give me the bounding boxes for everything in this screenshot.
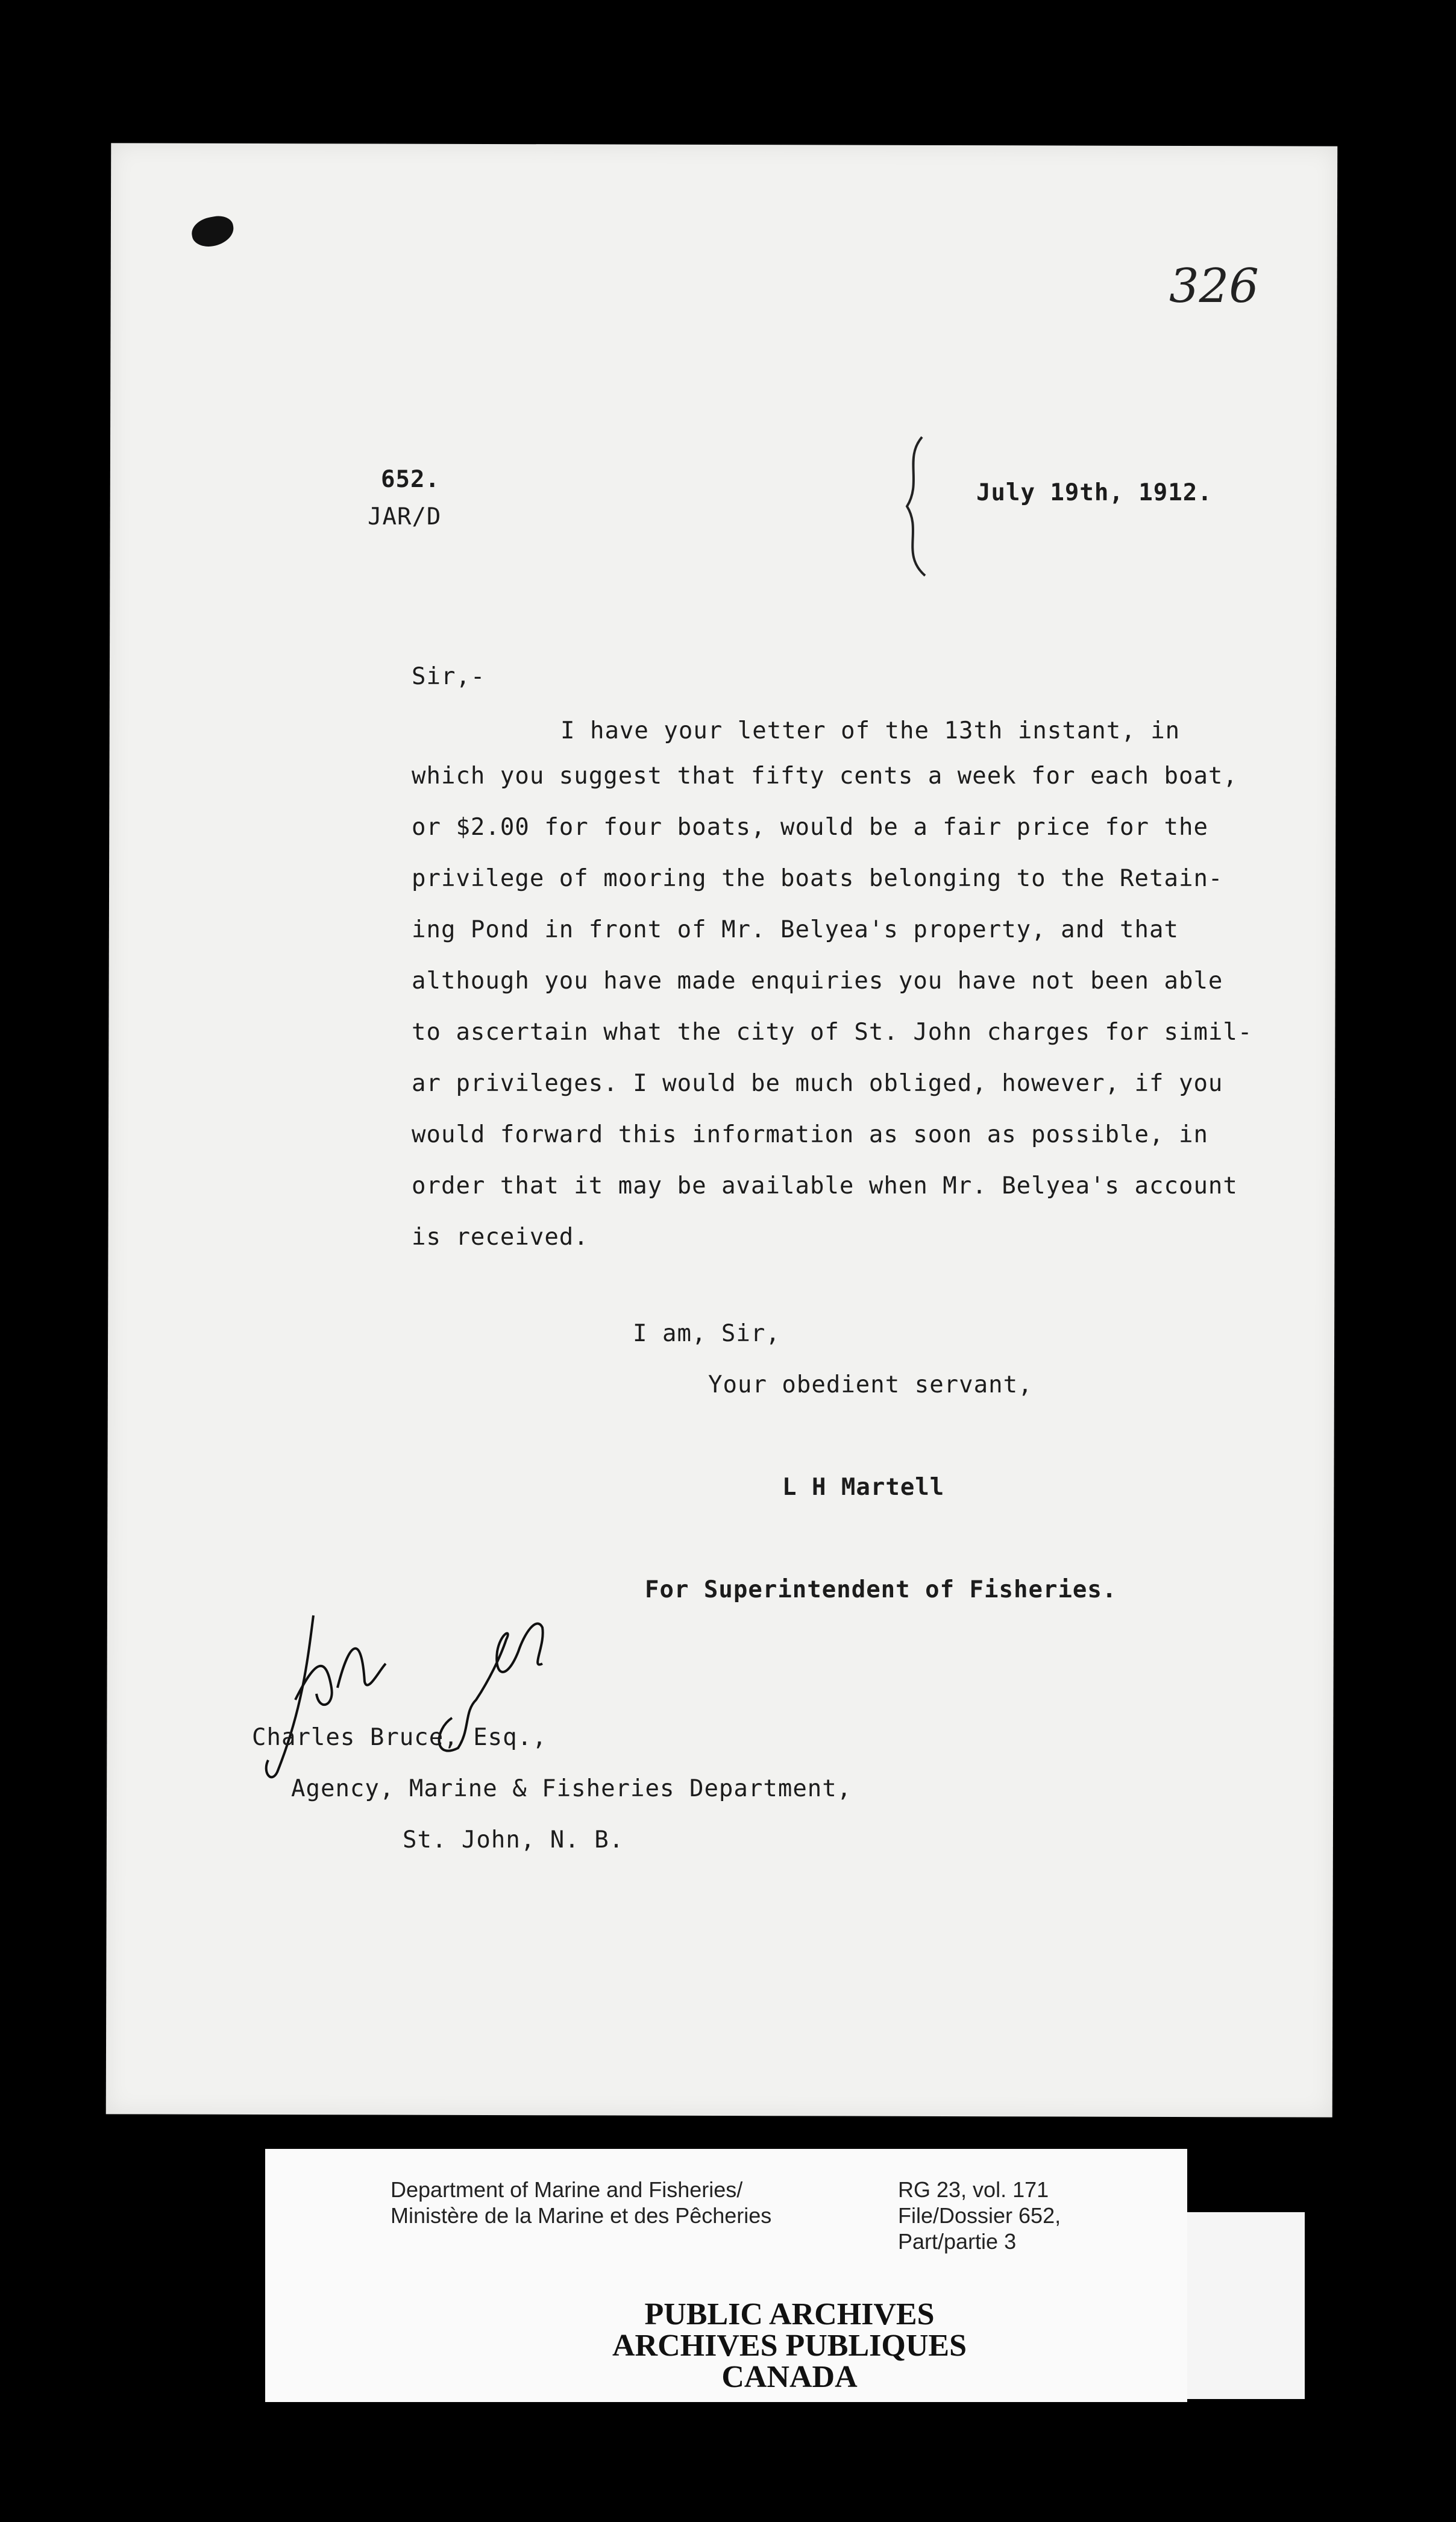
salutation: Sir,- (412, 663, 486, 690)
handwritten-initials (259, 1591, 597, 1796)
recipient-city: St. John, N. B. (403, 1826, 624, 1854)
initials: JAR/D (368, 503, 442, 530)
body-line-7: to ascertain what the city of St. John charges for simil- (412, 1019, 1253, 1046)
file-number: 652. (381, 466, 440, 493)
body-line-1: I have your letter of the 13th instant, in (560, 717, 1181, 744)
letter-date: July 19th, 1912. (976, 479, 1213, 506)
handwritten-brace-mark (898, 434, 934, 579)
body-line-10: order that it may be available when Mr. Belyea's account (412, 1172, 1238, 1200)
recipient-name: Charles Bruce, Esq., (252, 1724, 547, 1751)
body-line-6: although you have made enquiries you have not been able (412, 967, 1223, 995)
archive-title-country: CANADA (721, 2360, 858, 2394)
body-line-5: ing Pond in front of Mr. Belyea's property, and that (412, 916, 1179, 943)
body-line-8: ar privileges. I would be much obliged, however, if you (412, 1070, 1223, 1097)
closing-line-2: Your obedient servant, (708, 1371, 1033, 1398)
typed-signature: L H Martell (782, 1474, 945, 1501)
label-reference-record-group: RG 23, vol. 171 (898, 2177, 1049, 2202)
body-line-9: would forward this information as soon as possible, in (412, 1121, 1208, 1148)
recipient-organization: Agency, Marine & Fisheries Department, (291, 1775, 852, 1802)
label-department-fr: Ministère de la Marine et des Pêcheries (391, 2203, 772, 2228)
body-line-3: or $2.00 for four boats, would be a fair price for the (412, 814, 1208, 841)
closing-line-1: I am, Sir, (633, 1320, 780, 1347)
signature-title: For Superintendent of Fisheries. (645, 1576, 1117, 1603)
label-reference-file: File/Dossier 652, (898, 2203, 1061, 2228)
body-line-11: is received. (412, 1224, 589, 1251)
archive-title-fr: ARCHIVES PUBLIQUES (612, 2329, 967, 2363)
label-department-en: Department of Marine and Fisheries/ (391, 2177, 743, 2202)
body-line-4: privilege of mooring the boats belonging to the Retain- (412, 865, 1223, 892)
archive-title-en: PUBLIC ARCHIVES (644, 2297, 935, 2332)
label-reference-part: Part/partie 3 (898, 2229, 1017, 2254)
label-tab-right (1184, 2212, 1305, 2399)
handwritten-page-number: 326 (1169, 259, 1259, 313)
body-line-2: which you suggest that fifty cents a week for each boat, (412, 763, 1238, 790)
